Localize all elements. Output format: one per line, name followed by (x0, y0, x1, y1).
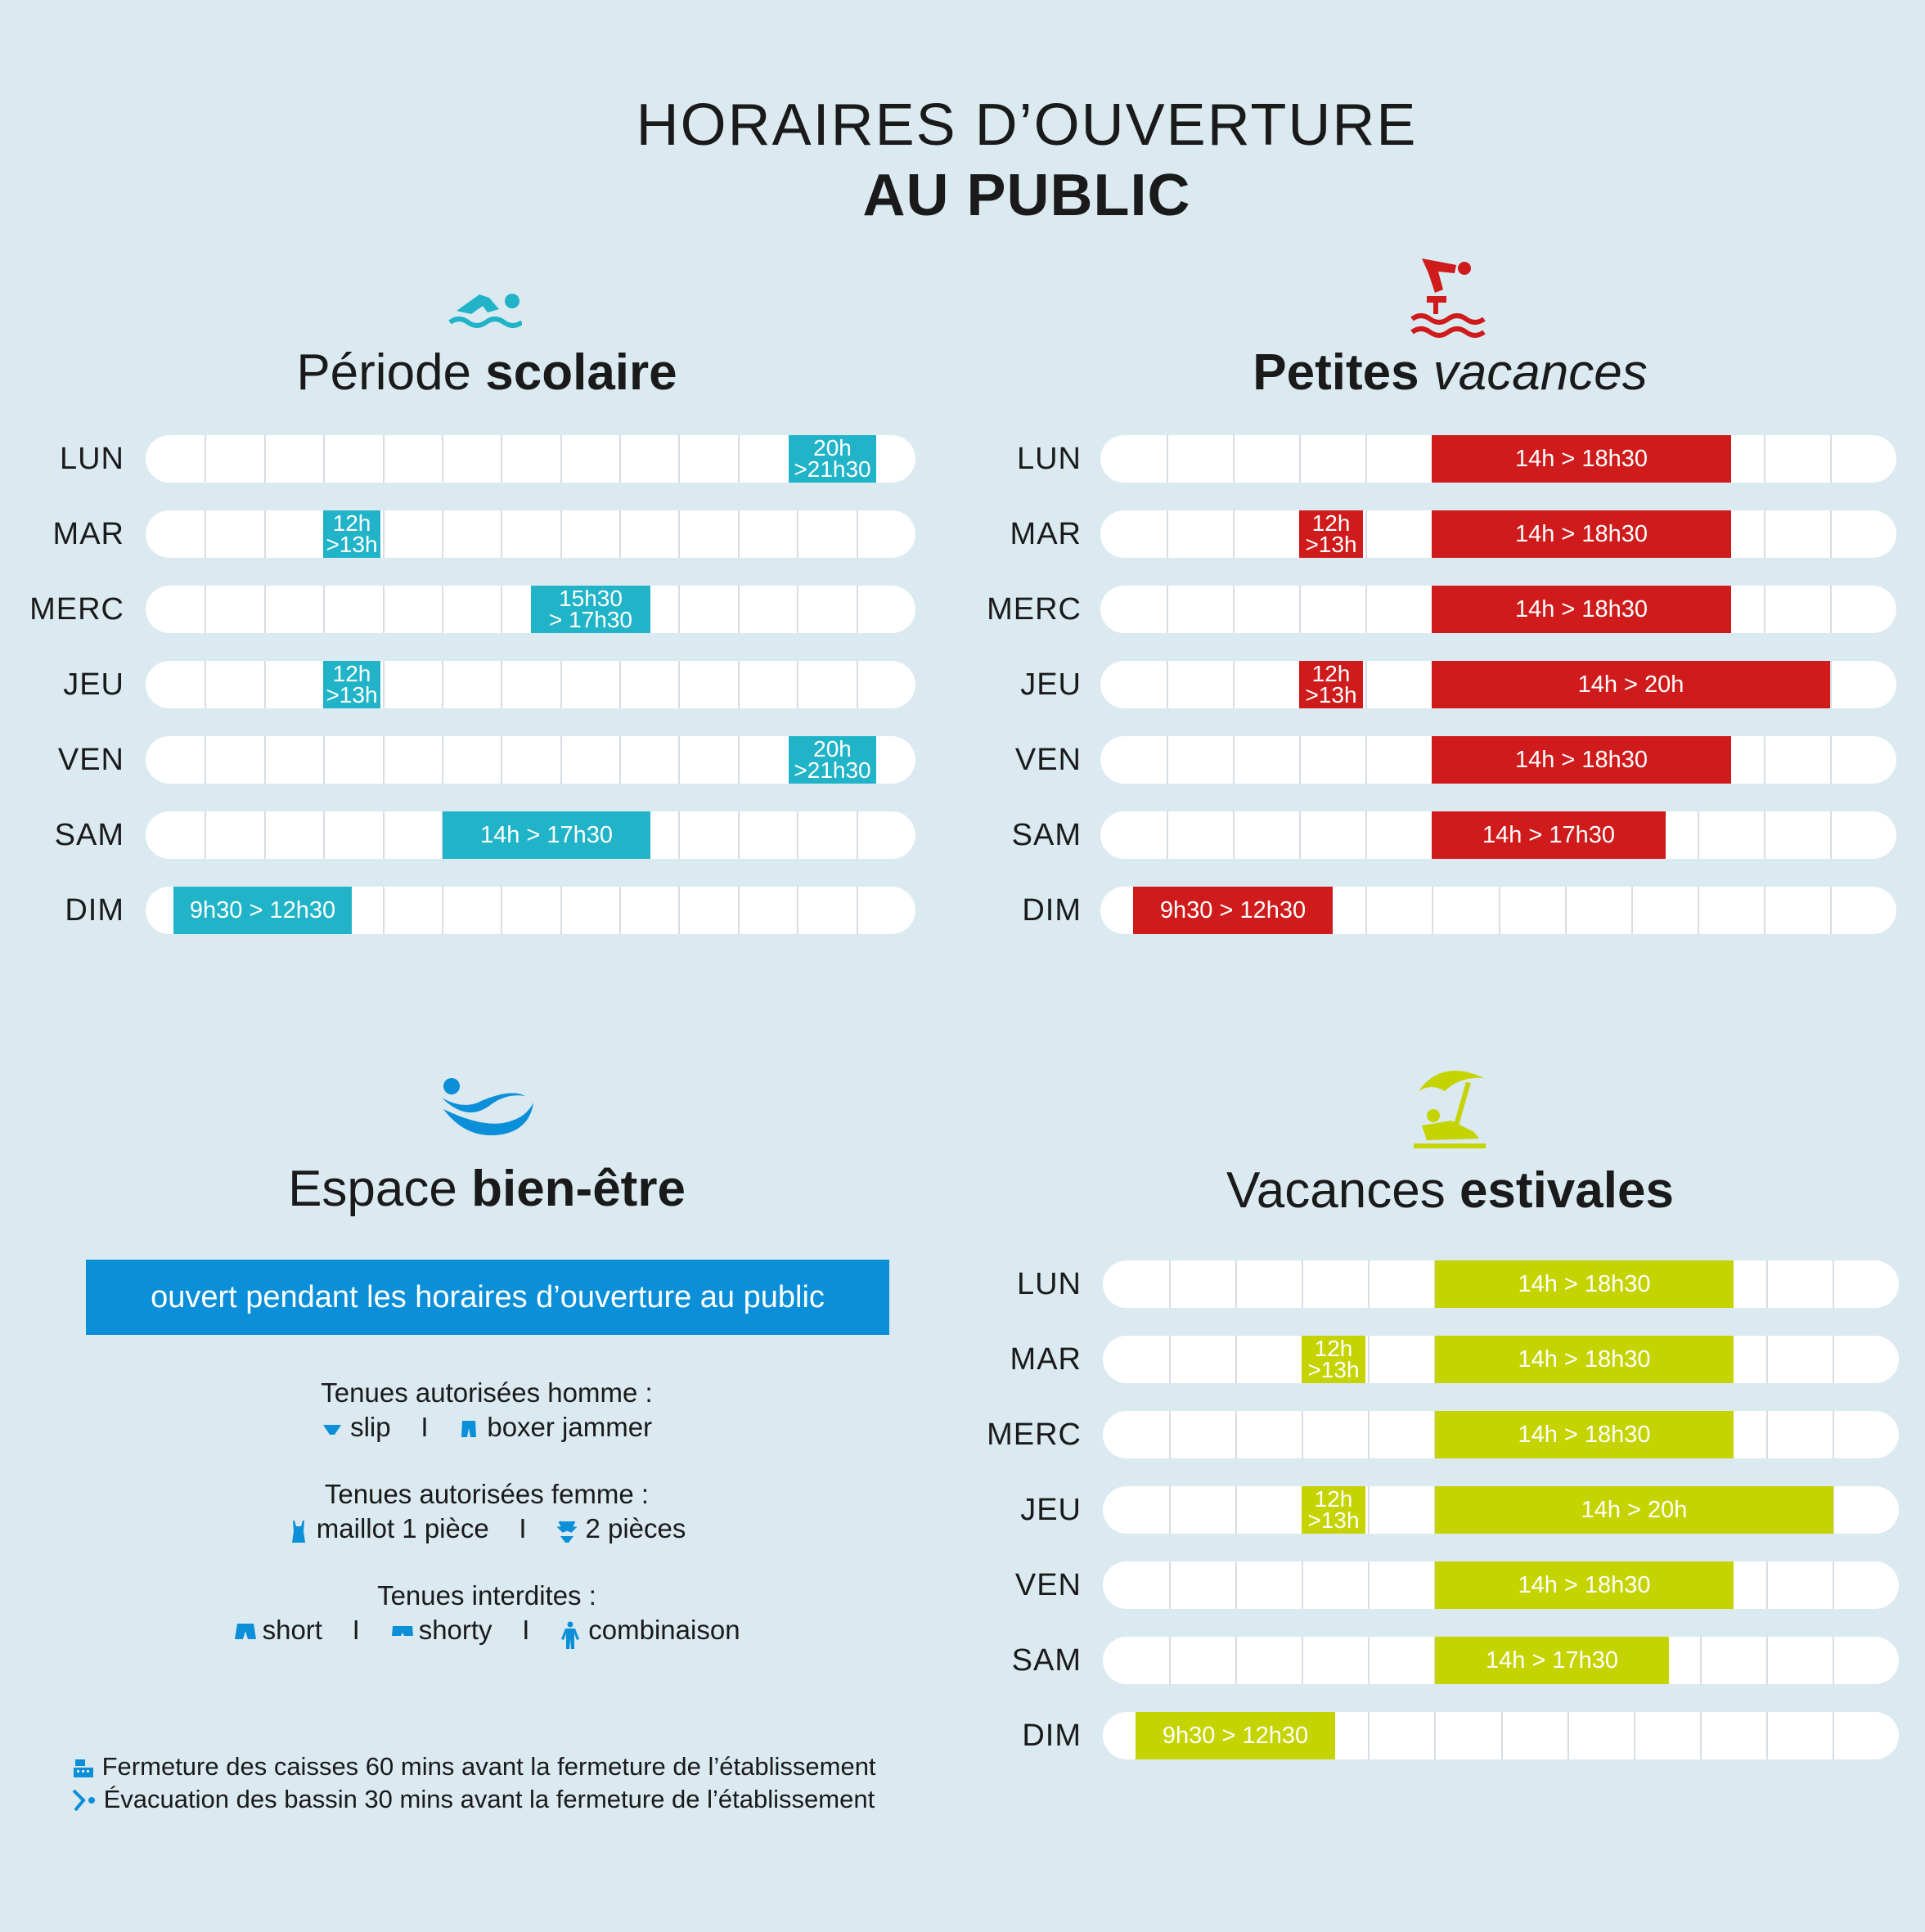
hour-divider (1368, 1260, 1434, 1308)
time-slot-text: 12h (332, 510, 371, 536)
hour-divider (1833, 1637, 1899, 1684)
hour-divider (1833, 1336, 1899, 1383)
section-title-estivales: Vacances estivales (1226, 1162, 1674, 1219)
hour-divider (1235, 1561, 1302, 1609)
hour-divider (1299, 811, 1365, 859)
day-label-dim: DIM (65, 893, 124, 928)
dress-item-short: short (262, 1615, 322, 1645)
hour-divider (1368, 1411, 1434, 1458)
hour-divider (1169, 1260, 1235, 1308)
time-slot-text: 12h (1311, 661, 1351, 686)
hour-divider (678, 661, 737, 708)
hour-divider (1766, 1712, 1833, 1759)
time-slot-text: >21h30 (794, 456, 871, 482)
time-slot (1302, 1486, 1365, 1534)
time-slot (1435, 1637, 1669, 1684)
dress-homme-label: Tenues autorisées homme : (321, 1377, 653, 1408)
dress-femme-label: Tenues autorisées femme : (324, 1479, 650, 1509)
hour-divider (1830, 510, 1896, 558)
info-banner: ouvert pendant les horaires d’ouverture au public (86, 1260, 889, 1335)
time-slot (789, 435, 876, 483)
hour-divider (560, 887, 619, 934)
hour-divider (1766, 1411, 1833, 1458)
hour-divider (1365, 887, 1432, 934)
hour-divider (442, 435, 501, 483)
hour-divider (678, 510, 737, 558)
time-slot (443, 811, 650, 859)
hour-divider (1434, 1712, 1500, 1759)
hour-divider (738, 887, 797, 934)
hour-divider (857, 586, 915, 633)
day-label-ven: VEN (1014, 743, 1082, 777)
hour-divider (264, 510, 323, 558)
hour-divider (383, 435, 442, 483)
hour-divider (264, 811, 323, 859)
hour-divider (1830, 586, 1896, 633)
day-label-jeu: JEU (1020, 667, 1082, 702)
main-title-line1: HORAIRES D’OUVERTURE (636, 92, 1418, 158)
time-slot-text: 9h30 > 12h30 (1159, 897, 1307, 923)
hour-divider (383, 736, 442, 784)
dress-item-shorty: shorty (418, 1615, 492, 1645)
hour-divider (1233, 811, 1299, 859)
hour-divider (619, 435, 678, 483)
time-slot-text: 14h > 17h30 (479, 822, 614, 848)
hour-divider (1299, 736, 1365, 784)
time-slot (1435, 1336, 1734, 1383)
hour-divider (1833, 1561, 1899, 1609)
hour-divider (442, 661, 501, 708)
day-label-lun: LUN (59, 442, 124, 476)
hour-divider (1764, 887, 1830, 934)
time-slot-text: 12h (332, 661, 371, 686)
day-label-sam: SAM (1011, 818, 1082, 852)
time-slot-text: 14h > 18h30 (1514, 446, 1648, 472)
hour-divider (205, 661, 263, 708)
hour-divider (797, 510, 856, 558)
hour-divider (323, 586, 382, 633)
dress-interdites-label: Tenues interdites : (377, 1580, 596, 1611)
shorty-icon (390, 1621, 412, 1642)
hour-divider (678, 811, 737, 859)
dress-homme (0, 1376, 974, 1445)
time-slot (1302, 1336, 1365, 1383)
separator: I (421, 1412, 429, 1442)
short-icon (233, 1621, 254, 1642)
hour-divider (1634, 1712, 1700, 1759)
hour-divider (1235, 1336, 1302, 1383)
hour-divider (1830, 661, 1896, 708)
time-slot-text: 14h > 18h30 (1514, 747, 1648, 773)
hour-divider (383, 887, 442, 934)
dress-item-boxer: boxer jammer (487, 1412, 653, 1442)
hour-divider (1764, 811, 1830, 859)
hour-divider (1766, 1637, 1833, 1684)
hour-divider (1167, 435, 1233, 483)
day-label-mar: MAR (52, 517, 124, 551)
time-slot-text: >21h30 (794, 757, 871, 783)
separator: I (519, 1513, 527, 1543)
hour-divider (560, 736, 619, 784)
time-slot (1136, 1712, 1335, 1759)
time-slot-text: 14h > 18h30 (1518, 1346, 1651, 1373)
time-slot-text: 9h30 > 12h30 (189, 897, 336, 923)
hour-divider (1368, 1336, 1434, 1383)
hour-divider (1365, 435, 1432, 483)
hour-divider (560, 661, 619, 708)
time-slot (1432, 435, 1731, 483)
hour-divider (501, 887, 560, 934)
hour-divider (1169, 1411, 1235, 1458)
hour-divider (1698, 887, 1764, 934)
time-slot (531, 586, 650, 633)
note-caisses: Fermeture des caisses 60 mins avant la fermeture de l’établissement (72, 1752, 876, 1781)
time-slot (1435, 1486, 1833, 1534)
separator: I (352, 1615, 360, 1645)
hour-divider (1233, 435, 1299, 483)
hour-divider (1169, 1637, 1235, 1684)
hour-divider (1700, 1637, 1766, 1684)
day-label-lun: LUN (1016, 1267, 1082, 1301)
hour-divider (1499, 887, 1565, 934)
time-slot (1299, 661, 1363, 708)
time-slot-text: 9h30 > 12h30 (1162, 1723, 1309, 1749)
hour-divider (1299, 586, 1365, 633)
hour-divider (560, 435, 619, 483)
time-slot-text: >13h (1305, 682, 1357, 708)
hour-divider (442, 887, 501, 934)
hour-divider (1764, 736, 1830, 784)
hour-divider (1169, 1561, 1235, 1609)
day-label-sam: SAM (1011, 1643, 1082, 1678)
time-slot-text: 14h > 18h30 (1518, 1572, 1651, 1598)
hour-divider (678, 435, 737, 483)
hour-divider (383, 510, 442, 558)
day-label-dim: DIM (1022, 893, 1082, 928)
hour-divider (1235, 1260, 1302, 1308)
dress-interdites (0, 1579, 974, 1647)
hour-divider (1233, 661, 1299, 708)
hour-divider (1368, 1561, 1434, 1609)
hour-divider (1764, 510, 1830, 558)
hour-divider (1235, 1411, 1302, 1458)
hour-divider (1501, 1712, 1567, 1759)
hour-divider (1302, 1260, 1368, 1308)
hour-divider (1365, 811, 1432, 859)
day-label-ven: VEN (1014, 1568, 1082, 1602)
diver-icon (1410, 250, 1489, 339)
day-label-merc: MERC (987, 1418, 1082, 1452)
hour-divider (205, 811, 263, 859)
hour-divider (442, 586, 501, 633)
hour-divider (264, 586, 323, 633)
hour-divider (205, 586, 263, 633)
time-slot-text: >13h (1307, 1357, 1360, 1382)
dress-item-maillot: maillot 1 pièce (316, 1513, 489, 1543)
time-slot-text: 12h (1314, 1486, 1353, 1512)
day-label-jeu: JEU (1020, 1493, 1082, 1527)
time-slot (1432, 811, 1666, 859)
hour-divider (797, 661, 856, 708)
day-track (146, 661, 915, 708)
hour-divider (1766, 1336, 1833, 1383)
time-slot-text: 14h > 17h30 (1482, 822, 1616, 848)
hour-divider (1631, 887, 1698, 934)
hour-divider (1764, 586, 1830, 633)
hour-divider (1830, 811, 1896, 859)
note-evacuation: Évacuation des bassin 30 mins avant la fermeture de l’établissement (72, 1785, 875, 1814)
hour-divider (501, 661, 560, 708)
hour-divider (1833, 1411, 1899, 1458)
day-label-lun: LUN (1016, 442, 1082, 476)
hour-divider (1764, 435, 1830, 483)
swimsuit-icon (288, 1520, 309, 1541)
hour-divider (1833, 1712, 1899, 1759)
hour-divider (1830, 435, 1896, 483)
hour-divider (1368, 1637, 1434, 1684)
hour-divider (1766, 1561, 1833, 1609)
time-slot-text: 20h (813, 736, 852, 762)
hour-divider (1302, 1561, 1368, 1609)
time-slot-text: 20h (813, 435, 852, 461)
hour-divider (1365, 736, 1432, 784)
time-slot-text: 14h > 18h30 (1514, 521, 1648, 547)
hour-divider (738, 510, 797, 558)
hour-divider (857, 510, 915, 558)
bikini-icon (556, 1520, 578, 1541)
hour-divider (1167, 661, 1233, 708)
time-slot-text: >13h (1307, 1507, 1360, 1533)
hour-divider (1167, 811, 1233, 859)
day-track (146, 510, 915, 558)
hour-divider (1565, 887, 1631, 934)
hour-divider (678, 887, 737, 934)
dress-item-slip: slip (350, 1412, 391, 1442)
time-slot (1299, 510, 1363, 558)
hour-divider (383, 811, 442, 859)
main-title-line2: AU PUBLIC (862, 163, 1191, 228)
time-slot-text: 15h30 (559, 586, 623, 611)
hour-divider (205, 510, 263, 558)
hour-divider (1167, 586, 1233, 633)
dress-item-2-pieces: 2 pièces (585, 1513, 686, 1543)
section-title-scolaire: Période scolaire (296, 344, 677, 401)
time-slot-text: 14h > 18h30 (1518, 1422, 1651, 1448)
hour-divider (1235, 1486, 1302, 1534)
hour-divider (1235, 1637, 1302, 1684)
hour-divider (1365, 661, 1432, 708)
time-slot (1435, 1561, 1734, 1609)
hour-divider (264, 435, 323, 483)
boxer-icon (458, 1418, 479, 1440)
cash-register-icon (72, 1758, 95, 1779)
time-slot-text: 14h > 18h30 (1514, 596, 1648, 622)
hour-divider (442, 736, 501, 784)
time-slot-text: >13h (326, 682, 378, 708)
hour-divider (560, 510, 619, 558)
hour-divider (1233, 586, 1299, 633)
hour-divider (797, 887, 856, 934)
hour-divider (1233, 510, 1299, 558)
hour-divider (1302, 1411, 1368, 1458)
time-slot (1435, 1260, 1734, 1308)
hour-divider (738, 586, 797, 633)
time-slot (1432, 586, 1731, 633)
hour-divider (323, 435, 382, 483)
hour-divider (1830, 887, 1896, 934)
time-slot-text: >13h (326, 532, 378, 557)
day-label-sam: SAM (54, 818, 124, 852)
time-slot (1432, 661, 1830, 708)
hour-divider (205, 736, 263, 784)
hour-divider (501, 510, 560, 558)
time-slot-text: >13h (1305, 532, 1357, 557)
day-label-merc: MERC (29, 592, 124, 627)
swimmer-icon (448, 283, 522, 334)
hour-divider (1365, 586, 1432, 633)
hour-divider (1567, 1712, 1634, 1759)
hour-divider (383, 586, 442, 633)
time-slot-text: 12h (1314, 1336, 1353, 1361)
hour-divider (619, 661, 678, 708)
time-slot-text: > 17h30 (549, 607, 632, 632)
hour-divider (1833, 1260, 1899, 1308)
hour-divider (857, 811, 915, 859)
time-slot (173, 887, 352, 934)
hour-divider (857, 887, 915, 934)
time-slot-text: 14h > 20h (1577, 672, 1684, 698)
time-slot-text: 14h > 18h30 (1518, 1271, 1651, 1297)
hour-divider (1432, 887, 1498, 934)
hour-divider (797, 586, 856, 633)
hour-divider (383, 661, 442, 708)
hour-divider (738, 661, 797, 708)
hour-divider (205, 435, 263, 483)
hour-divider (857, 661, 915, 708)
hour-divider (797, 811, 856, 859)
time-slot (1432, 510, 1731, 558)
hour-divider (1368, 1486, 1434, 1534)
time-slot (323, 661, 380, 708)
hour-divider (1169, 1336, 1235, 1383)
hour-divider (738, 811, 797, 859)
hour-divider (1766, 1260, 1833, 1308)
dress-item-combinaison: combinaison (588, 1615, 740, 1645)
wave-relax-icon (439, 1076, 537, 1139)
hour-divider (619, 736, 678, 784)
hour-divider (1302, 1637, 1368, 1684)
hour-divider (442, 510, 501, 558)
hour-divider (1700, 1712, 1766, 1759)
day-label-ven: VEN (57, 743, 124, 777)
day-label-merc: MERC (987, 592, 1082, 627)
time-slot (1435, 1411, 1734, 1458)
time-slot-text: 12h (1311, 510, 1351, 536)
evacuation-icon (72, 1789, 97, 1813)
hour-divider (264, 661, 323, 708)
hour-divider (264, 736, 323, 784)
hour-divider (1368, 1712, 1434, 1759)
hour-divider (1830, 736, 1896, 784)
day-label-mar: MAR (1010, 517, 1082, 551)
time-slot (1432, 736, 1731, 784)
hour-divider (1169, 1486, 1235, 1534)
hour-divider (501, 435, 560, 483)
separator: I (522, 1615, 530, 1645)
hour-divider (1833, 1486, 1899, 1534)
hour-divider (323, 811, 382, 859)
hour-divider (678, 586, 737, 633)
day-label-mar: MAR (1010, 1342, 1082, 1377)
slip-icon (322, 1418, 343, 1440)
beach-umbrella-icon (1410, 1067, 1489, 1152)
hour-divider (1233, 736, 1299, 784)
wetsuit-icon (560, 1621, 581, 1642)
time-slot (1133, 887, 1333, 934)
hour-divider (1365, 510, 1432, 558)
day-label-jeu: JEU (63, 667, 124, 702)
hour-divider (323, 736, 382, 784)
dress-femme (0, 1477, 974, 1546)
time-slot (323, 510, 380, 558)
hour-divider (1167, 736, 1233, 784)
day-label-dim: DIM (1022, 1719, 1082, 1753)
hour-divider (619, 510, 678, 558)
hour-divider (1698, 811, 1764, 859)
time-slot-text: 14h > 17h30 (1485, 1647, 1619, 1674)
hour-divider (1299, 435, 1365, 483)
section-title-bien-etre: Espace bien-être (288, 1161, 686, 1217)
time-slot (789, 736, 876, 784)
hour-divider (678, 736, 737, 784)
time-slot-text: 14h > 20h (1581, 1497, 1688, 1523)
hour-divider (619, 887, 678, 934)
hour-divider (501, 736, 560, 784)
section-title-petites-vacances: Petites vacances (1253, 344, 1648, 401)
hour-divider (1167, 510, 1233, 558)
